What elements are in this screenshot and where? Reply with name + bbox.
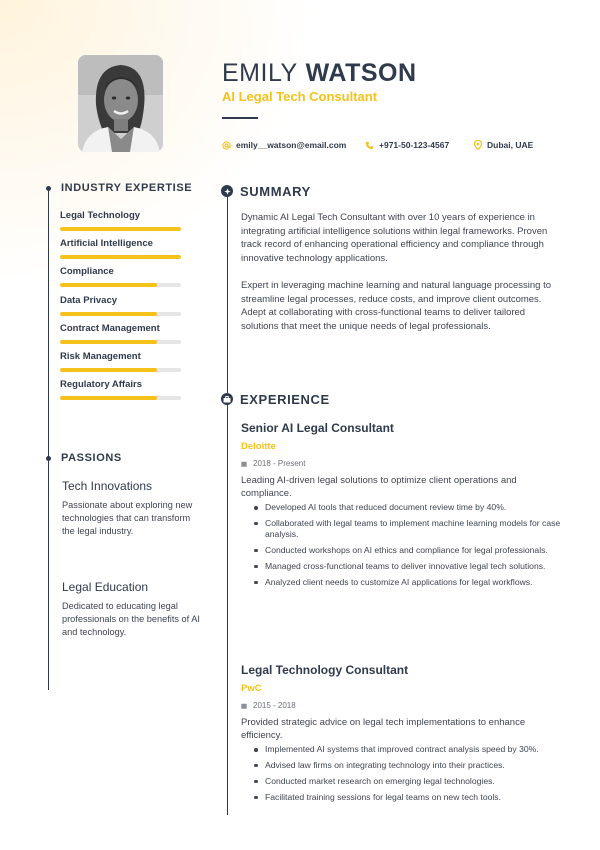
skill-item bbox=[60, 351, 182, 372]
job-intro: Leading AI-driven legal solutions to optimize client operations and compliance. bbox=[241, 475, 517, 499]
skill-bar-fill bbox=[60, 227, 181, 231]
skill-item bbox=[60, 210, 182, 231]
job-dates-text: 2015 - 2018 bbox=[253, 701, 296, 710]
job-company: PwC bbox=[241, 683, 262, 694]
contact-phone[interactable] bbox=[365, 140, 449, 150]
skill-bar bbox=[60, 368, 181, 372]
expertise-heading: INDUSTRY EXPERTISE bbox=[61, 182, 193, 194]
skill-label: Contract Management bbox=[60, 323, 160, 334]
skill-label: Regulatory Affairs bbox=[60, 379, 142, 390]
candidate-name bbox=[222, 59, 417, 88]
right-timeline bbox=[227, 190, 228, 815]
skill-bar-fill bbox=[60, 312, 157, 316]
job-bullet: Managed cross-functional teams to deliver innovative legal tech solutions. bbox=[241, 561, 561, 572]
passion-title: Legal Education bbox=[62, 580, 149, 594]
skill-item bbox=[60, 323, 182, 344]
expertise-marker bbox=[46, 186, 51, 191]
first-name: EMILY bbox=[222, 59, 298, 87]
job-entry bbox=[241, 421, 561, 593]
email-text: emily__watson@email.com bbox=[236, 140, 347, 150]
phone-icon bbox=[365, 141, 374, 150]
job-bullet: Implemented AI systems that improved contract analysis speed by 30%. bbox=[241, 744, 561, 755]
last-name: WATSON bbox=[305, 59, 417, 87]
summary-section-icon bbox=[221, 185, 233, 197]
job-dates-text: 2018 - Present bbox=[253, 459, 306, 468]
skill-bar bbox=[60, 312, 181, 316]
skill-bar-fill bbox=[60, 396, 157, 400]
passions-heading: PASSIONS bbox=[61, 452, 122, 464]
passion-item bbox=[62, 479, 202, 539]
location-text: Dubai, UAE bbox=[487, 140, 534, 150]
job-role: Legal Technology Consultant bbox=[241, 663, 409, 677]
skill-item bbox=[60, 238, 182, 259]
passion-item bbox=[62, 580, 202, 640]
skill-item bbox=[60, 379, 182, 400]
skill-item bbox=[60, 266, 182, 287]
job-title: AI Legal Tech Consultant bbox=[222, 89, 378, 104]
job-bullet: Analyzed client needs to customize AI applications for legal workflows. bbox=[241, 577, 561, 588]
job-bullet: Conducted market research on emerging legal technologies. bbox=[241, 776, 561, 787]
passions-marker bbox=[46, 456, 51, 461]
briefcase-icon bbox=[221, 393, 233, 405]
skill-bar bbox=[60, 227, 181, 231]
skill-label: Compliance bbox=[60, 266, 114, 277]
job-intro: Provided strategic advice on legal tech implementations to enhance efficiency. bbox=[241, 717, 526, 741]
summary-heading: SUMMARY bbox=[240, 184, 311, 199]
job-bullets bbox=[241, 502, 561, 588]
profile-photo bbox=[78, 55, 163, 152]
contact-location bbox=[474, 140, 533, 150]
skill-bar-fill bbox=[60, 283, 157, 287]
passion-title: Tech Innovations bbox=[62, 479, 153, 493]
job-entry bbox=[241, 663, 561, 808]
experience-heading: EXPERIENCE bbox=[240, 392, 330, 407]
summary-paragraph: Expert in leveraging machine learning and natural language processing to streamline legal processes, reduce costs, and improve client outcomes. Adept at collaborating with cross-functional teams to deliver tailored solutions that meet the unique needs of legal professionals. bbox=[241, 280, 552, 332]
skill-bar-fill bbox=[60, 340, 157, 344]
job-bullets bbox=[241, 744, 561, 803]
summary-paragraph: Dynamic AI Legal Tech Consultant with over 10 years of experience in integrating artificial intelligence solutions within legal frameworks. Proven track record of enhancing operational efficiency and compliance through innovative technology applications. bbox=[241, 212, 548, 264]
job-bullet: Conducted workshops on AI ethics and compliance for legal professionals. bbox=[241, 545, 561, 556]
calendar-icon bbox=[241, 461, 247, 467]
left-timeline bbox=[48, 187, 49, 690]
passion-description: Dedicated to educating legal professionals on the benefits of AI and technology. bbox=[62, 601, 200, 638]
skill-label: Artificial Intelligence bbox=[60, 238, 153, 249]
at-sign-icon bbox=[222, 141, 231, 150]
location-pin-icon bbox=[474, 140, 482, 150]
skill-label: Risk Management bbox=[60, 351, 141, 362]
job-dates bbox=[241, 459, 561, 468]
passion-description: Passionate about exploring new technologies that can transform the legal industry. bbox=[62, 500, 193, 537]
calendar-icon bbox=[241, 703, 247, 709]
skill-bar bbox=[60, 283, 181, 287]
job-bullet: Advised law firms on integrating technology into their practices. bbox=[241, 760, 561, 771]
phone-text: +971-50-123-4567 bbox=[379, 140, 450, 150]
skill-bar-fill bbox=[60, 368, 157, 372]
skill-label: Data Privacy bbox=[60, 295, 118, 306]
job-dates bbox=[241, 701, 561, 710]
skill-bar bbox=[60, 396, 181, 400]
title-divider bbox=[222, 117, 258, 119]
job-bullet: Collaborated with legal teams to implement machine learning models for case analysis. bbox=[241, 518, 561, 540]
job-bullet: Developed AI tools that reduced document review time by 40%. bbox=[241, 502, 561, 513]
skill-item bbox=[60, 295, 182, 316]
skill-bar bbox=[60, 340, 181, 344]
job-bullet: Facilitated training sessions for legal teams on new tech tools. bbox=[241, 792, 561, 803]
job-company: Deloitte bbox=[241, 441, 276, 452]
skill-bar bbox=[60, 255, 181, 259]
skill-bar-fill bbox=[60, 255, 181, 259]
skill-label: Legal Technology bbox=[60, 210, 141, 221]
job-role: Senior AI Legal Consultant bbox=[241, 421, 394, 435]
contact-email[interactable] bbox=[222, 140, 346, 150]
